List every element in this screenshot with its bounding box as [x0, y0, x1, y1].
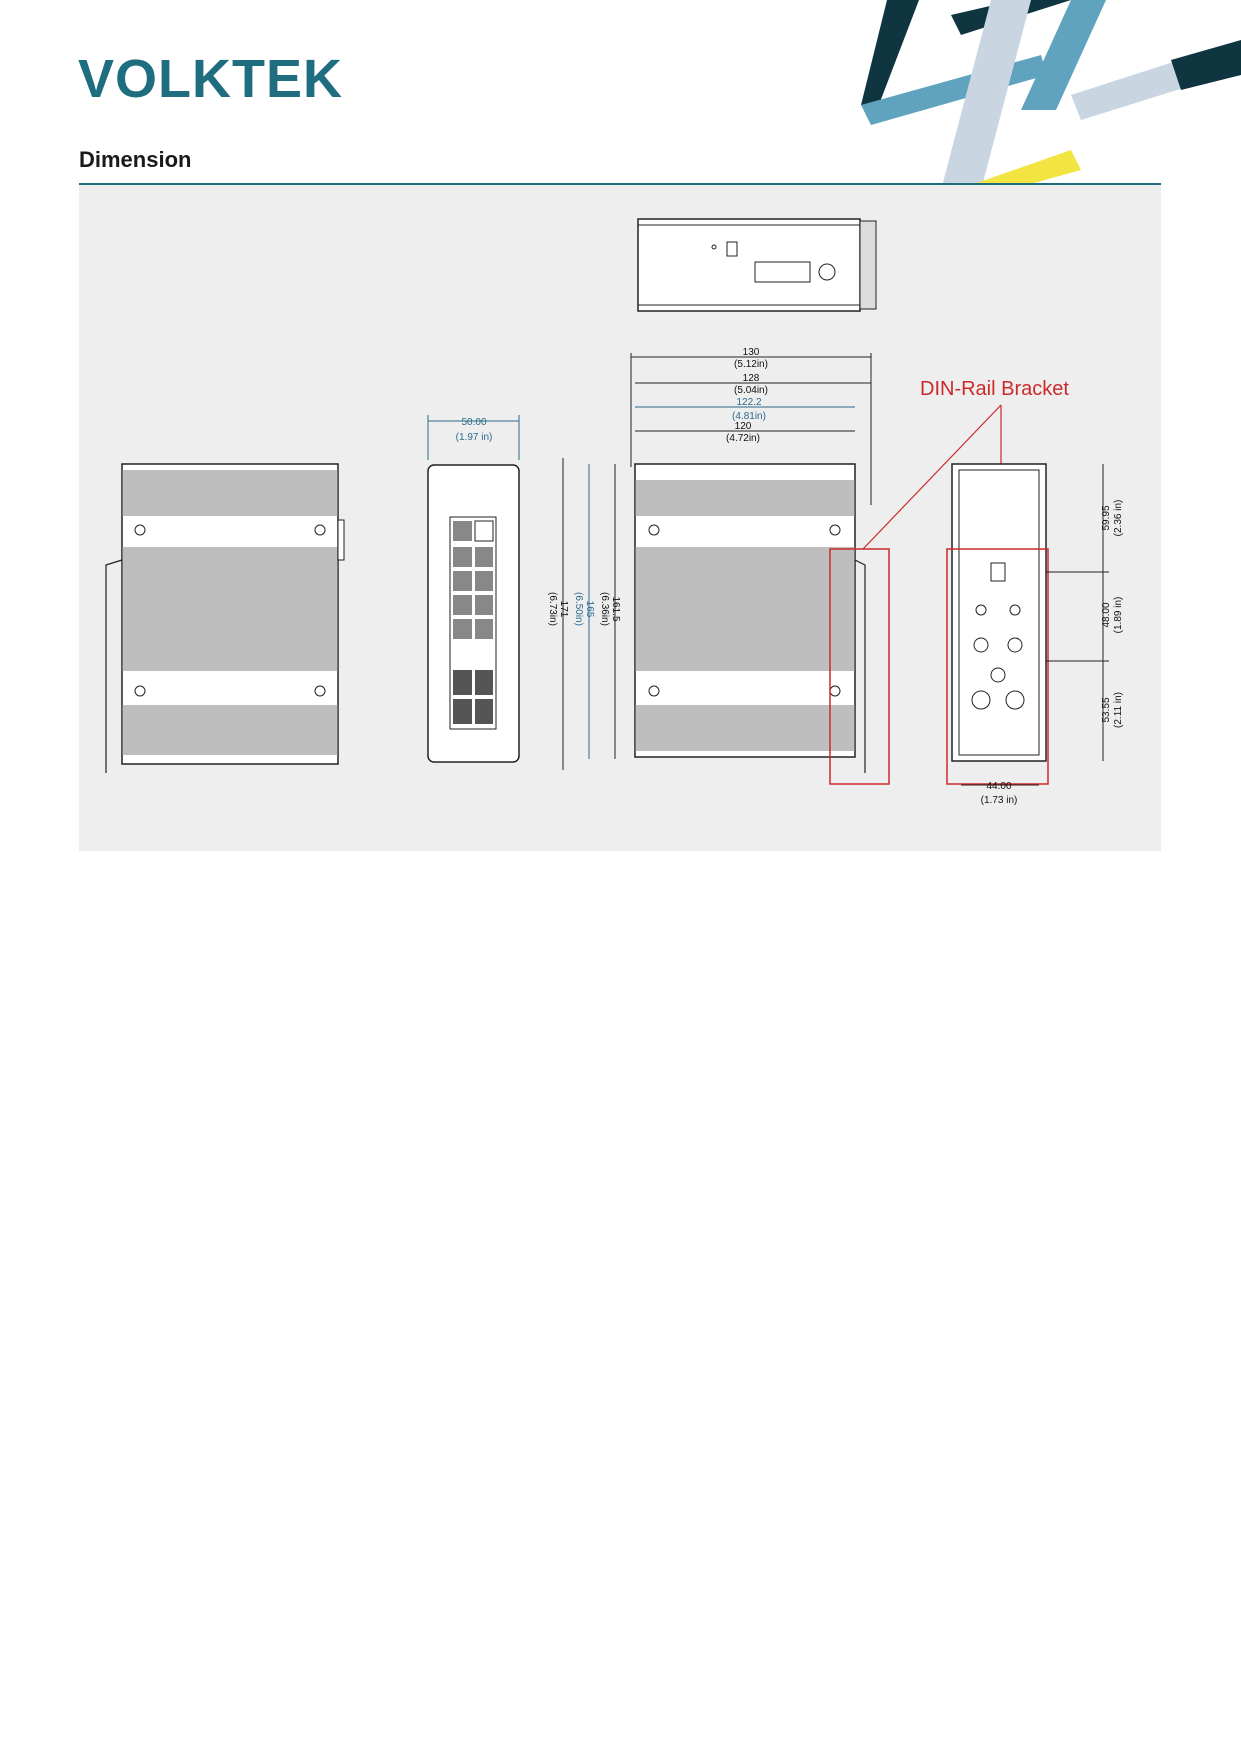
- side-view: [106, 464, 344, 773]
- width-120-in: (4.72in): [726, 433, 760, 444]
- bracket-width-mm: 44.00: [986, 781, 1012, 792]
- dimension-panel: [79, 185, 1161, 851]
- front-view: [428, 415, 519, 762]
- bracket-width-in: (1.73 in): [980, 795, 1018, 806]
- bracket-dim-3-in: (2.11 in): [1113, 692, 1124, 728]
- dimension-drawing: [79, 185, 1161, 851]
- din-rail-callout: DIN-Rail Bracket: [920, 378, 1069, 400]
- height-1615-mm: 161.5: [610, 596, 621, 622]
- width-130-mm: 130: [742, 347, 760, 358]
- width-130-in: (5.12in): [734, 359, 768, 370]
- front-width-in: (1.97 in): [455, 432, 493, 443]
- height-1615-in: (6.36in): [599, 592, 610, 626]
- decorative-shapes: [841, 0, 1241, 190]
- bracket-dim-1-mm: 59.95: [1101, 505, 1112, 531]
- main-view: [547, 347, 889, 784]
- front-width-mm: 50.00: [461, 417, 487, 428]
- section-title: Dimension: [79, 147, 192, 172]
- bracket-dim-2-mm: 48.00: [1101, 602, 1112, 628]
- height-165-in: (6.50in): [573, 592, 584, 626]
- volktek-logo: VOLKTEK: [78, 49, 344, 109]
- bracket-dim-2-in: (1.89 in): [1113, 596, 1124, 634]
- height-171-mm: 171: [558, 600, 569, 618]
- width-1222-in: (4.81in): [732, 411, 766, 422]
- height-165-mm: 165: [584, 600, 595, 618]
- width-120-mm: 120: [734, 421, 752, 432]
- bracket-dim-3-mm: 53.55: [1101, 697, 1112, 723]
- bracket-dim-1-in: (2.36 in): [1113, 499, 1124, 537]
- width-128-in: (5.04in): [734, 385, 768, 396]
- width-128-mm: 128: [742, 373, 760, 384]
- top-view: [638, 219, 876, 311]
- width-1222-mm: 122.2: [736, 397, 762, 408]
- bracket-view: [947, 464, 1124, 806]
- height-171-in: (6.73in): [547, 592, 558, 626]
